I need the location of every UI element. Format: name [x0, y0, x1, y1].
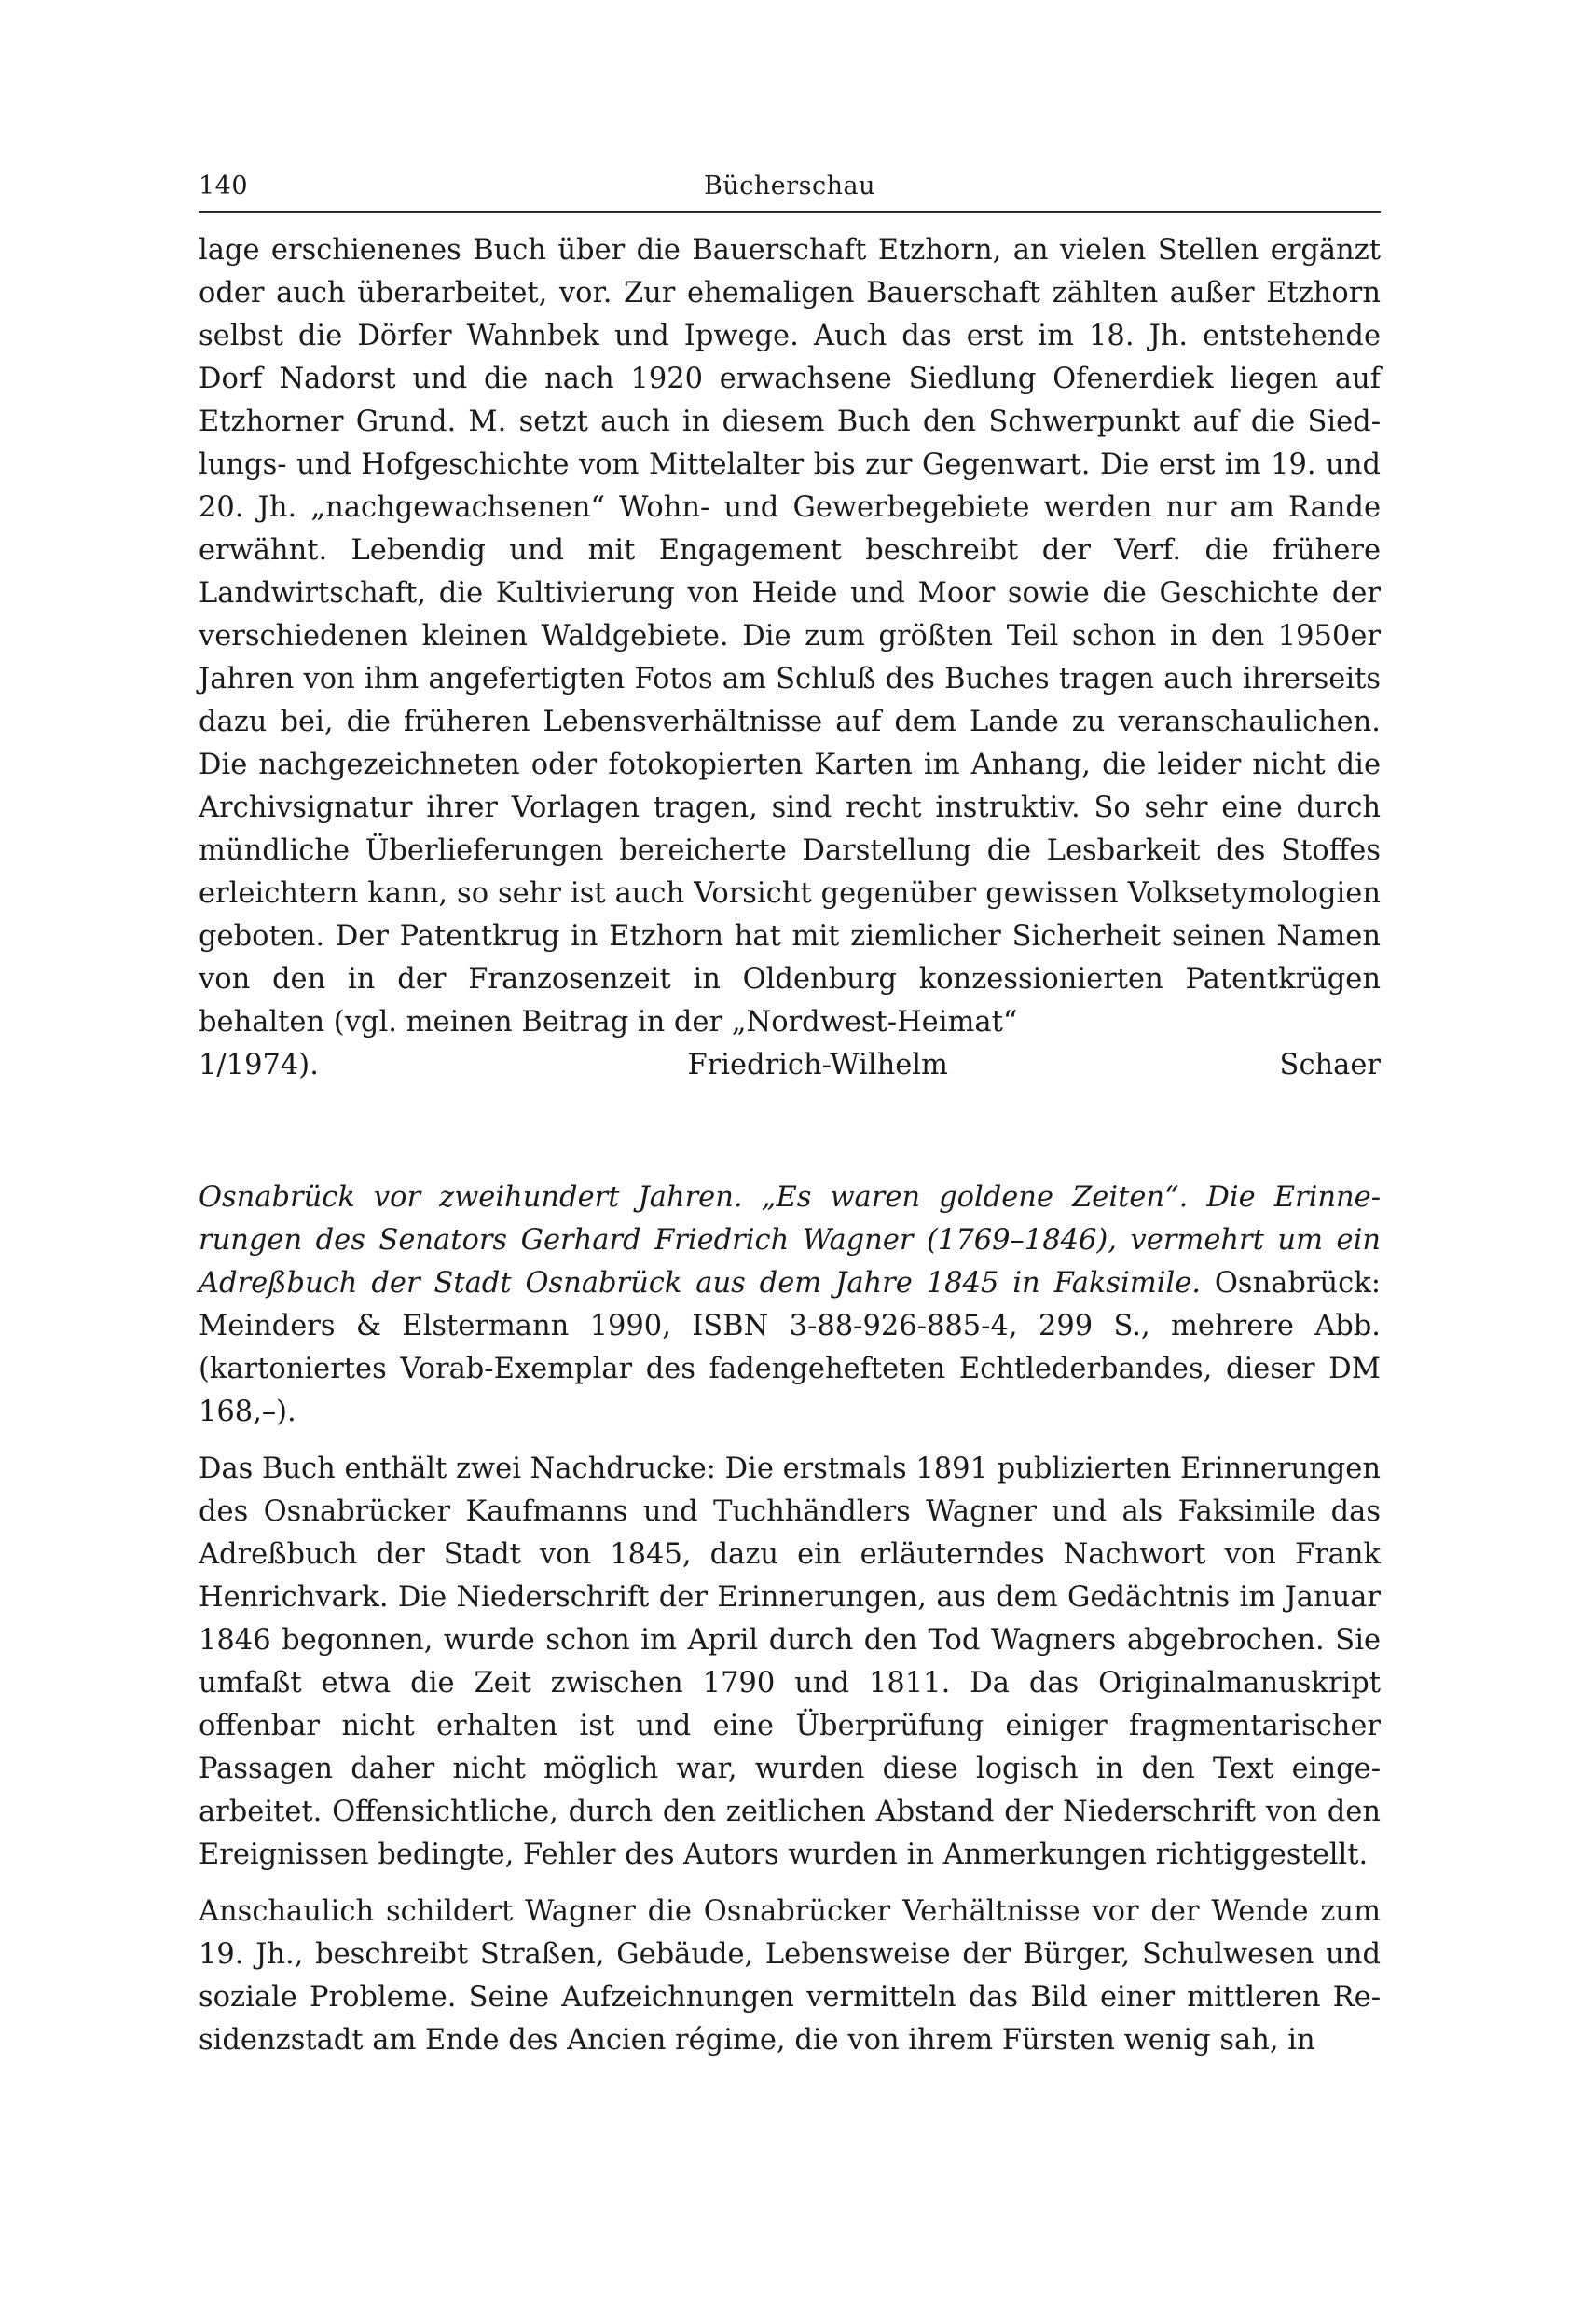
reviewer-signature: Friedrich-Wilhelm Schaer [687, 1049, 1381, 1081]
review-paragraph: Das Buch enthält zwei Nachdrucke: Die erstmals 1891 publizierten Erinnerungen des Osnabrücker Kaufmanns und Tuchhändlers Wagner und als Faksimile das Adreßbuch der Stadt von 1845, dazu ein erläuterndes Nachwort von Frank Henrichvark. Die Niederschrift der Erinnerungen, aus dem Gedächtnis im Januar 1846 begonnen, wurde schon im April durch den Tod Wagners abgebrochen. Sie umfaßt etwa die Zeit zwischen 1790 und 1811. Da das Originalmanuskript offenbar nicht erhalten ist und eine Überprüfung einiger fragmentarischer Passagen daher nicht möglich war, wurden diese logisch in den Text eingearbeitet. Offensichtliche, durch den zeitlichen Abstand der Niederschrift von den Ereignissen bedingte, Fehler des Autors wurden in Anmerkungen richtiggestellt. [199, 1452, 1381, 1871]
closing-text: 1/1974). [199, 1049, 319, 1081]
review-paragraph: Anschaulich schildert Wagner die Osnabrücker Verhältnisse vor der Wende zum 19. Jh., beschreibt Straßen, Gebäude, Lebensweise der Bürger, Schulwesen und soziale Probleme. Seine Aufzeichnungen vermitteln das Bild einer mittleren Residenzstadt am Ende des Ancien régime, die von ihrem Fürsten wenig sah, in [199, 1895, 1381, 2057]
book-page [199, 158, 1381, 2062]
running-head [199, 158, 1381, 213]
review-continuation-paragraph: lage erschienenes Buch über die Bauerschaft Etzhorn, an vielen Stellen ergänzt oder auch überarbeitet, vor. Zur ehemaligen Bauerschaft zählten außer Etzhorn selbst die Dörfer Wahnbek und Ipwege. Auch das erst im 18. Jh. entstehende Dorf Nadorst und die nach 1920 erwachsene Siedlung Ofenerdiek liegen auf Etzhorner Grund. M. setzt auch in diesem Buch den Schwerpunkt auf die Siedlungs- und Hofgeschichte vom Mittelalter bis zur Gegenwart. Die erst im 19. und 20. Jh. „nachgewachsenen“ Wohn- und Gewerbegebiete werden nur am Rande erwähnt. Lebendig und mit Engagement beschreibt der Verf. die frühere Landwirtschaft, die Kultivierung von Heide und Moor sowie die Geschichte der verschiedenen kleinen Waldgebiete. Die zum größten Teil schon in den 1950er Jahren von ihm angefertigten Fotos am Schluß des Buches tragen auch ihrerseits dazu bei, die früheren Lebensverhältnisse auf dem Lande zu veranschaulichen. Die nachgezeichneten oder fotokopierten Karten im Anhang, die leider nicht die Archivsignatur ihrer Vorlagen tragen, sind recht instruktiv. So sehr eine durch mündliche Überlieferungen bereicherte Darstellung die Lesbarkeit des Stoffes erleichtern kann, so sehr ist auch Vorsicht gegenüber gewissen Volksetymologien geboten. Der Patentkrug in Etzhorn hat mit ziemlicher Sicherheit seinen Namen von den in der Franzosenzeit in Oldenburg konzessionierten Patentkrügen behalten (vgl. meinen Beitrag in der „Nordwest-Heimat“ [199, 234, 1381, 1039]
book-citation-title: Osnabrück vor zweihundert Jahren. „Es waren goldene Zeiten“. Die Erinnerungen des Senators Gerhard Friedrich Wagner (1769–1846), vermehrt um ein Adreßbuch der Stadt Osnabrück aus dem Jahre 1845 in Faksimile. [199, 1181, 1381, 1300]
section-title: Bücherschau [704, 172, 875, 200]
review-closing-line [199, 1044, 1381, 1087]
page-number: 140 [199, 172, 249, 200]
book-citation-details: Osnabrück: Meinders & Elstermann 1990, ISBN 3-88-926-885-4, 299 S., mehrere Abb. (kartoniertes Vorab-Exemplar des fadengehefteten Echtlederbandes, dieser DM 168,–). [199, 1267, 1381, 1428]
book-citation [199, 1177, 1381, 1434]
